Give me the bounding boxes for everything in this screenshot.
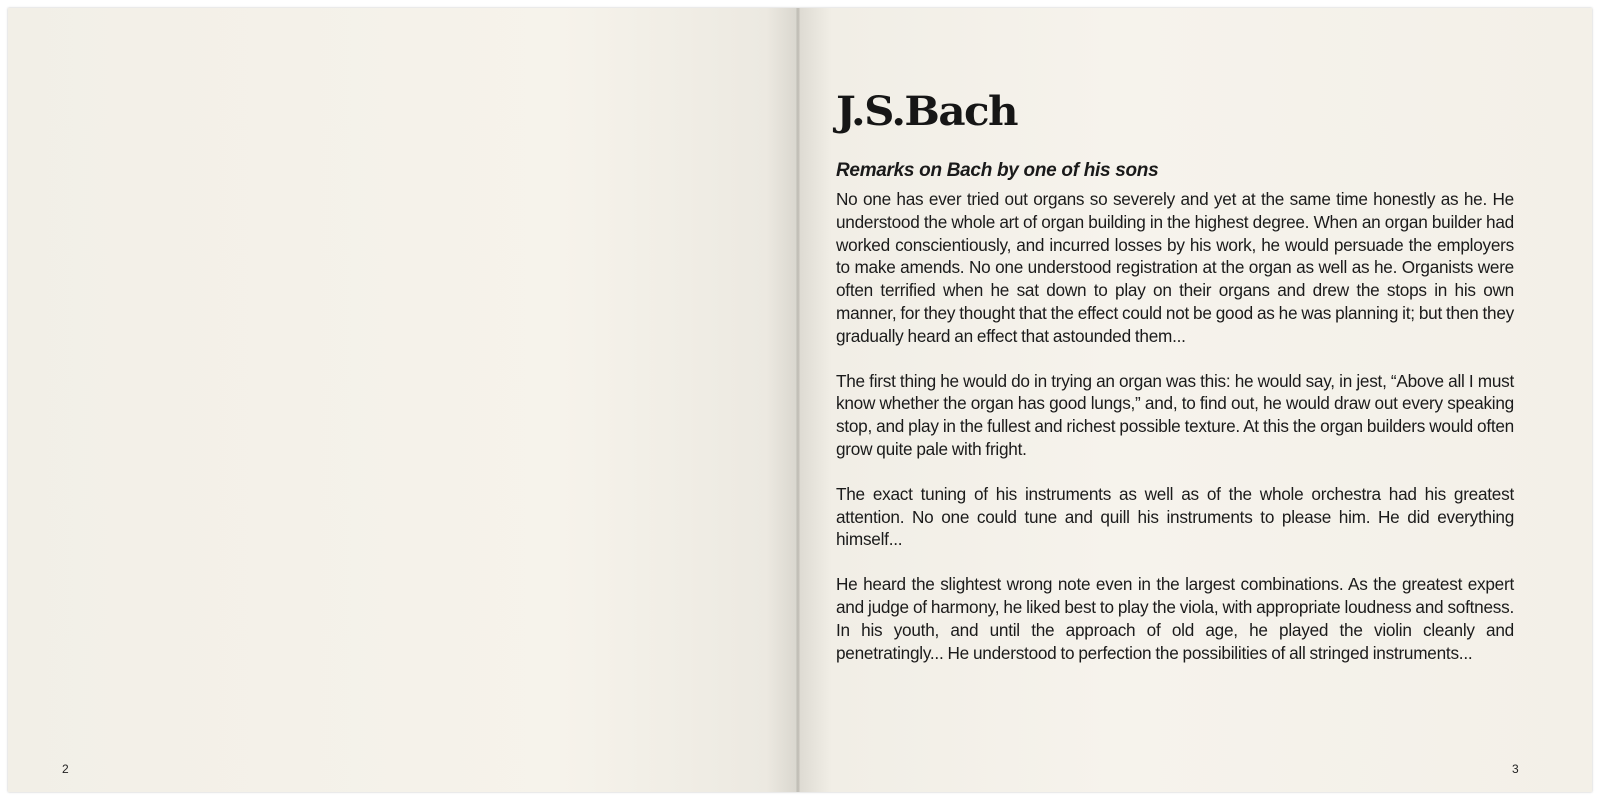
page-number-right: 3	[1512, 762, 1519, 776]
paragraph-organ-lungs: The first thing he would do in trying an organ was this: he would say, in jest, “Above all I must know whether the organ has good lungs,” and, to find out, he would draw out every speaking stop, and play in the fullest and richest possible texture. At this the organ builders would often grow quite pale with fright.	[836, 370, 1514, 459]
paragraph-tuning: The exact tuning of his instruments as well as of the whole orchestra had his greatest attention. No one could tune and quill his instruments to please him. He did everything himself...	[836, 483, 1514, 550]
page-number-left: 2	[62, 762, 69, 776]
section-subtitle: Remarks on Bach by one of his sons	[836, 160, 1159, 181]
right-page	[800, 8, 1592, 792]
paragraph-harmony: He heard the slightest wrong note even in the largest combinations. As the greatest expert and judge of harmony, he liked best to play the viola, with appropriate loudness and softness. In his youth, and until the approach of old age, he played the violin cleanly and penetratingly... He understood to perfection the possibilities of all stringed instruments...	[836, 574, 1514, 663]
paragraph-organs: No one has ever tried out organs so severely and yet at the same time honestly as he. He understood the whole art of organ building in the highest degree. When an organ builder had worked conscientiously, and incurred losses by his work, he would persuade the employers to make amends. No one understood registration at the organ as well as he. Organists were often terrified when he sat down to play on their organs and drew the stops in his own manner, for they thought that the effect could not be good as he was planning it; but then they gradually heard an effect that astounded them...	[836, 189, 1514, 346]
page-title: J.S.Bach	[836, 88, 1017, 135]
booklet-spread	[8, 8, 1592, 792]
body-text	[836, 188, 1514, 686]
left-page	[8, 8, 798, 792]
